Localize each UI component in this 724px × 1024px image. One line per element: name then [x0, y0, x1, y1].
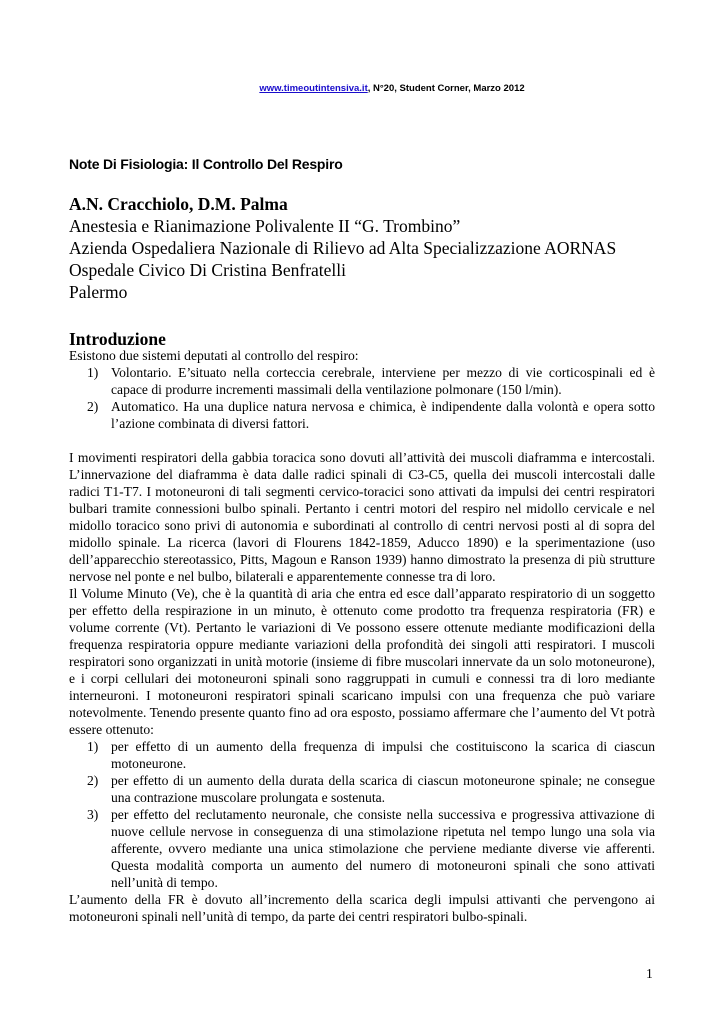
systems-list: [69, 364, 655, 432]
list-text: per effetto di un aumento della durata della scarica di ciascun motoneurone spinale; ne consegue una contrazione muscolare prolungata e sostenuta.: [111, 773, 655, 805]
body-paragraph: I movimenti respiratori della gabbia toracica sono dovuti all’attività dei muscoli diaframma e intercostali. L’innervazione del diaframma è data dalle radici spinali di C3-C5, quella dei muscoli intercostali dalle radici T1-T7. I motoneuroni di tali segmenti cervico-toracici sono attivati da impulsi dei centri respiratori bulbari tramite connessioni bulbo spinali. Pertanto i centri motori del respiro nel midollo cervicale e nel midollo toracico sono privi di autonomia e subordinati al controllo di centri nervosi posti al di sopra del midollo spinale. La ricerca (lavori di Flourens 1842-1859, Aducco 1890) e la sperimentazione (uso dell’apparecchio stereotassico, Pitts, Magoun e Ranson 1939) hanno dimostrato la presenza di più strutture nervose nel ponte e nel bulbo, bilaterali e apparentemente connesse tra di loro.: [69, 450, 655, 584]
list-item: [69, 738, 655, 772]
affiliation-line: Azienda Ospedaliera Nazionale di Rilievo ad Alta Specializzazione AORNAS: [69, 238, 617, 258]
affiliation-line: Anestesia e Rianimazione Polivalente II “G. Trombino”: [69, 216, 461, 236]
list-number: 2): [87, 399, 99, 414]
author-block: [69, 193, 616, 303]
journal-issue: , N°20, Student Corner, Marzo 2012: [367, 83, 525, 94]
effects-list: [69, 738, 655, 891]
author-names: A.N. Cracchiolo, D.M. Palma: [69, 194, 288, 214]
list-item: [69, 364, 655, 398]
article-body: [69, 347, 655, 925]
list-text: per effetto di un aumento della frequenza di impulsi che costituiscono la scarica di ciascun motoneurone.: [111, 739, 655, 771]
list-text: per effetto del reclutamento neuronale, che consiste nella successiva e progressiva attivazione di nuove cellule nervose in conseguenza di una stimolazione ripetuta nel tempo lungo una sola via afferente, ovvero mediante una unica stimolazione che perviene mediante diverse vie afferenti. Questa modalità comporta un aumento del numero di motoneuroni spinali che sono attivati nell’unità di tempo.: [111, 807, 655, 890]
page-number: 1: [646, 966, 653, 981]
list-item: [69, 772, 655, 806]
body-paragraph: L’aumento della FR è dovuto all’incremento della scarica degli impulsi attivanti che pervengono ai motoneuroni spinali nell’unità di tempo, da parte dei centri respiratori bulbo-spinali.: [69, 892, 655, 924]
affiliation-line: Ospedale Civico Di Cristina Benfratelli: [69, 260, 347, 280]
intro-lead: Esistono due sistemi deputati al controllo del respiro:: [69, 348, 359, 363]
list-item: [69, 398, 655, 432]
list-number: 1): [87, 365, 99, 380]
list-number: 3): [87, 807, 99, 822]
list-text: Automatico. Ha una duplice natura nervosa e chimica, è indipendente dalla volontà e opera sotto l’azione combinata di diversi fattori.: [111, 399, 655, 431]
section-heading: Introduzione: [69, 329, 166, 349]
list-number: 1): [87, 739, 99, 754]
body-paragraph: Il Volume Minuto (Ve), che è la quantità di aria che entra ed esce dall’apparato respiratorio di un soggetto per effetto della respirazione in un minuto, è ottenuto come prodotto tra frequenza respiratoria (FR) e volume corrente (Vt). Pertanto le variazioni di Ve possono essere ottenute mediante modificazioni della frequenza respiratoria oppure mediante variazioni della profondità dei singoli atti respiratori. I muscoli respiratori sono organizzati in unità motorie (insieme di fibre muscolari innervate da un solo motoneurone), e i corpi cellulari dei motoneuroni spinali sono raggruppati in cumuli e connessi tra di loro mediante interneuroni. I motoneuroni respiratori spinali scaricano impulsi con una frequenza che può variare notevolmente. Tenendo presente quanto fino ad ora esposto, possiamo affermare che l’aumento del Vt potrà essere ottenuto:: [69, 586, 655, 737]
journal-header: [0, 83, 724, 94]
journal-link[interactable]: www.timeoutintensiva.it: [259, 83, 368, 94]
affiliation-line: Palermo: [69, 282, 128, 302]
list-item: [69, 806, 655, 891]
article-title: Note Di Fisiologia: Il Controllo Del Respiro: [69, 156, 343, 172]
paragraph-spacer: [69, 432, 655, 449]
list-number: 2): [87, 773, 99, 788]
list-text: Volontario. E’situato nella corteccia cerebrale, interviene per mezzo di vie corticospinali ed è capace di produrre incrementi massimali della ventilazione polmonare (150 l/min).: [111, 365, 655, 397]
